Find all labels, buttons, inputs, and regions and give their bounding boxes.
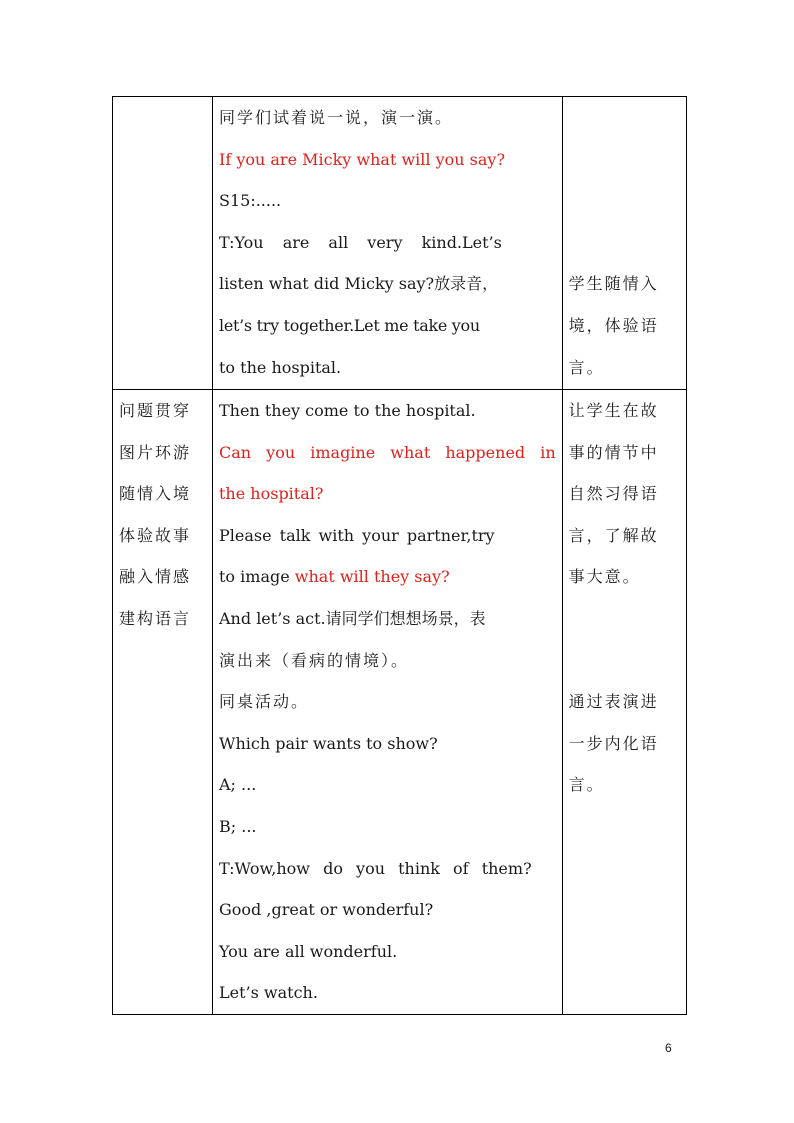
purpose-line: 事的情节中 xyxy=(568,442,659,462)
purpose-cell xyxy=(562,390,686,1015)
stage-line: 建构语言 xyxy=(119,608,192,628)
table-row xyxy=(113,97,687,390)
activity-line: A; ... xyxy=(219,775,257,795)
activity-text: to image xyxy=(219,567,295,587)
activity-line: 演出来（看病的情境）。 xyxy=(219,650,410,670)
lesson-plan-table xyxy=(112,96,687,1015)
activity-line: 同桌活动。 xyxy=(219,692,310,712)
purpose-line: 言。 xyxy=(568,357,605,377)
activity-line-highlight: Can you imagine what happened in xyxy=(219,442,556,462)
activity-line: You are all wonderful. xyxy=(219,941,398,961)
activity-line: Then they come to the hospital. xyxy=(219,401,476,420)
stage-line: 体验故事 xyxy=(119,525,192,545)
activity-line: listen what did Micky say?放录音， xyxy=(219,274,499,294)
activity-cell xyxy=(213,390,563,1015)
activity-text-highlight: what will they say? xyxy=(294,567,450,587)
activity-line: Please talk with your partner,try xyxy=(219,525,495,545)
activity-line: S15:..... xyxy=(219,191,282,211)
purpose-line: 学生随情入 xyxy=(568,274,659,294)
activity-line: to the hospital. xyxy=(219,357,342,377)
purpose-line: 言，了解故 xyxy=(568,525,659,545)
activity-line-highlight: the hospital? xyxy=(219,484,324,504)
stage-line: 问题贯穿 xyxy=(119,401,192,420)
purpose-line: 事大意。 xyxy=(568,567,641,587)
purpose-line: 言。 xyxy=(568,775,605,795)
purpose-line: 境，体验语 xyxy=(568,315,659,335)
activity-line: Which pair wants to show? xyxy=(219,733,438,753)
activity-line: And let’s act.请同学们想想场景，表 xyxy=(219,608,486,628)
stage-cell-empty xyxy=(113,97,213,390)
activity-line: T:Wow,how do you think of them? xyxy=(219,858,532,878)
purpose-line: 自然习得语 xyxy=(568,484,659,504)
activity-line xyxy=(219,556,556,598)
stage-line: 图片环游 xyxy=(119,442,192,462)
purpose-line: 通过表演进 xyxy=(568,692,659,712)
activity-cell xyxy=(213,97,563,390)
purpose-line: 让学生在故 xyxy=(568,401,659,420)
page-number: 6 xyxy=(665,1041,672,1055)
activity-line: let’s try together.Let me take you xyxy=(219,315,480,335)
activity-line: Good ,great or wonderful? xyxy=(219,900,434,920)
purpose-line: 一步内化语 xyxy=(568,733,659,753)
activity-line: T:You are all very kind.Let’s xyxy=(219,232,502,252)
stage-line: 融入情感 xyxy=(119,567,192,587)
table-row xyxy=(113,390,687,1015)
purpose-cell xyxy=(562,97,686,390)
activity-line-highlight: If you are Micky what will you say? xyxy=(219,149,506,169)
activity-line: Let’s watch. xyxy=(219,983,318,1003)
stage-cell xyxy=(113,390,213,1015)
stage-line: 随情入境 xyxy=(119,484,192,504)
activity-line: 同学们试着说一说，演一演。 xyxy=(219,108,454,127)
activity-line: B; ... xyxy=(219,816,257,836)
